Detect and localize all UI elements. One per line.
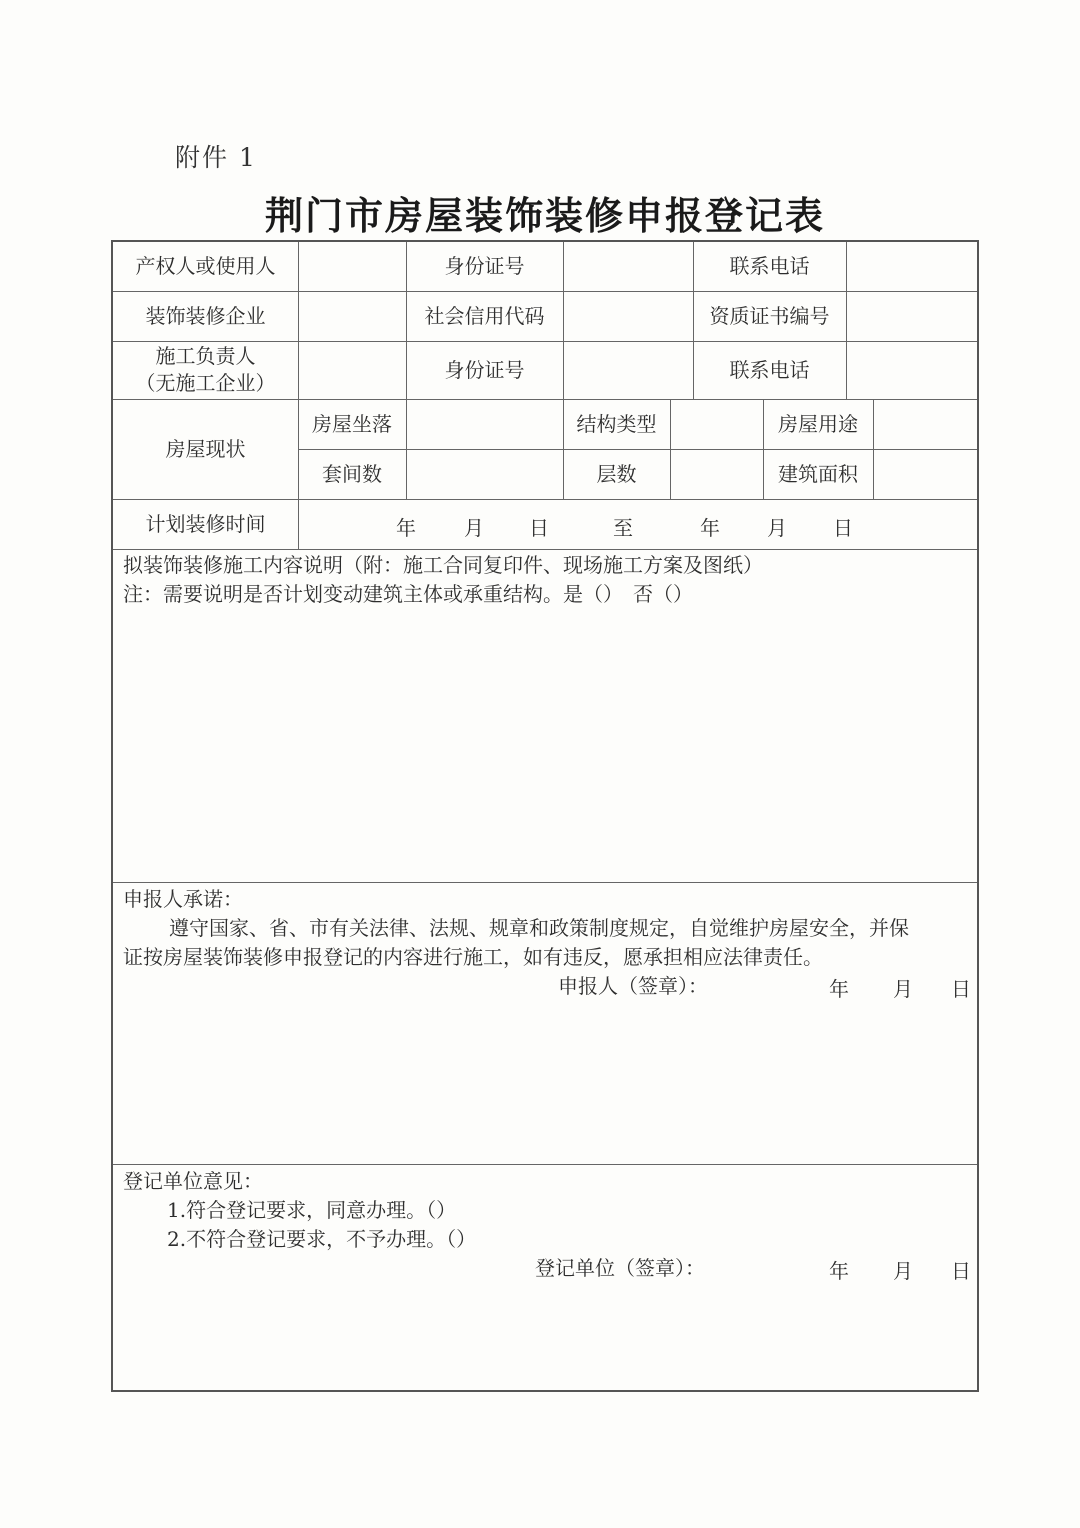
cert-no-field[interactable] [846,291,977,341]
applicant-month: 月 [893,977,913,1001]
label-location: 房屋坐落 [312,411,392,436]
row-divider [113,549,977,550]
plan-end-day: 日 [833,516,853,540]
registrar-year: 年 [829,1259,849,1283]
label-leader-id-no: 身份证号 [444,357,525,382]
label-leader-line1: 施工负责人 [155,344,256,368]
leader-field[interactable] [298,341,406,399]
content-description: 拟装饰装修施工内容说明（附：施工合同复印件、现场施工方案及图纸） [123,553,763,577]
label-credit-code: 社会信用代码 [424,303,545,328]
label-phone: 联系电话 [729,254,810,278]
row-divider [113,882,977,883]
leader-id-field[interactable] [563,341,693,399]
registrar-day: 日 [951,1259,971,1283]
label-cert-no: 资质证书编号 [709,303,830,328]
label-leader-line2: （无施工企业） [135,371,276,395]
area-field[interactable] [873,449,977,499]
owner-phone-field[interactable] [846,242,977,291]
owner-field[interactable] [298,242,406,291]
units-field[interactable] [406,449,563,499]
label-leader [113,341,298,399]
plan-start-month: 月 [464,516,484,540]
plan-start-year: 年 [396,516,416,540]
plan-end-year: 年 [700,516,720,540]
label-plan-time: 计划装修时间 [145,511,266,536]
applicant-sign-label: 申报人（签章）： [558,974,708,998]
plan-to: 至 [613,516,633,540]
content-area[interactable] [113,612,977,880]
plan-end-month: 月 [767,516,787,540]
label-area: 建筑面积 [778,461,858,486]
leader-phone-field[interactable] [846,341,977,399]
label-floors: 层数 [596,461,637,486]
label-house-status: 房屋现状 [165,436,246,461]
row-divider [113,1164,977,1165]
opinion-approve[interactable]: 1.符合登记要求，同意办理。（） [167,1198,457,1222]
form-title: 荆门市房屋装饰装修申报登记表 [264,194,825,238]
registrar-sign-label: 登记单位（签章）： [535,1256,705,1280]
applicant-year: 年 [829,977,849,1001]
usage-field[interactable] [873,399,977,449]
label-usage: 房屋用途 [778,411,858,436]
attachment-label: 附件 1 [175,143,257,172]
plan-start-day: 日 [529,516,549,540]
company-field[interactable] [298,291,406,341]
location-field[interactable] [406,399,563,449]
content-note: 注：需要说明是否计划变动建筑主体或承重结构。是（） 否（） [123,582,693,606]
label-structure: 结构类型 [576,411,657,436]
promise-line1: 遵守国家、省、市有关法律、法规、规章和政策制度规定，自觉维护房屋安全，并保 [169,916,909,940]
promise-line2: 证按房屋装饰装修申报登记的内容进行施工，如有违反，愿承担相应法律责任。 [123,945,823,969]
label-leader-phone: 联系电话 [729,357,810,382]
floors-field[interactable] [670,449,763,499]
promise-title: 申报人承诺： [123,887,243,911]
label-owner: 产权人或使用人 [135,254,276,278]
label-units: 套间数 [322,461,382,486]
credit-code-field[interactable] [563,291,693,341]
structure-field[interactable] [670,399,763,449]
owner-id-field[interactable] [563,242,693,291]
label-id-no: 身份证号 [444,254,525,278]
registration-table [111,240,979,1392]
applicant-day: 日 [951,977,971,1001]
registrar-month: 月 [893,1259,913,1283]
opinion-title: 登记单位意见： [123,1169,263,1193]
opinion-reject[interactable]: 2.不符合登记要求，不予办理。（） [167,1227,477,1251]
label-company: 装饰装修企业 [145,303,266,328]
